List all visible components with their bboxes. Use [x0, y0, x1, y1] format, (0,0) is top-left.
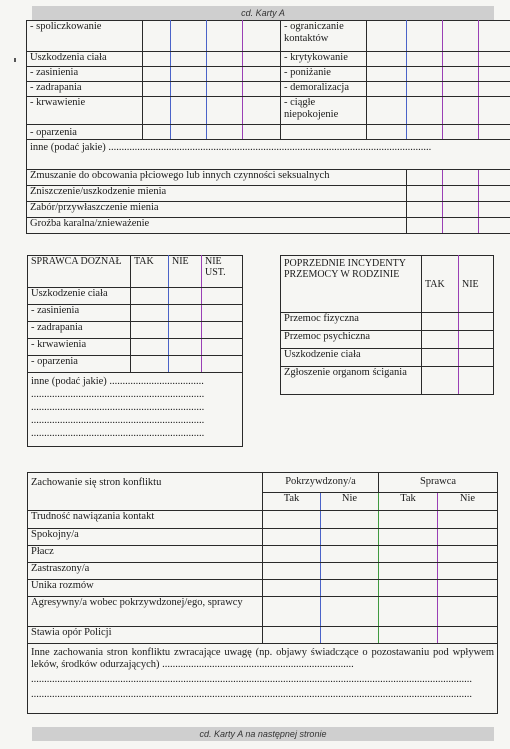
checkbox-cell[interactable] [243, 52, 281, 67]
dots-line: ........................................................................................................................................................................ [31, 674, 472, 685]
checkbox-cell[interactable] [207, 52, 243, 67]
previous-row-3: Uszkodzenie ciała [281, 349, 422, 367]
footer-band: cd. Karty A na następnej stronie [32, 727, 494, 741]
checkbox-cell[interactable] [407, 186, 443, 202]
checkbox-cell[interactable] [407, 125, 443, 140]
checkbox-cell[interactable] [171, 52, 207, 67]
checkbox-cell[interactable] [379, 627, 438, 644]
checkbox-cell[interactable] [367, 125, 407, 140]
violence-row-4: Groźba karalna/znieważenie [27, 218, 407, 234]
checkbox-cell[interactable] [367, 52, 407, 67]
checkbox-cell[interactable] [131, 288, 169, 305]
checkbox-cell[interactable] [479, 186, 510, 202]
header-band: cd. Karty A [32, 6, 494, 20]
left-row-4: - zadrapania [27, 82, 143, 97]
perpetrator-row-4: - krwawienia [28, 339, 131, 356]
checkbox-cell[interactable] [443, 82, 479, 97]
checkbox-cell[interactable] [438, 546, 498, 563]
checkbox-cell[interactable] [443, 67, 479, 82]
checkbox-cell[interactable] [367, 82, 407, 97]
empty-cell [281, 125, 367, 140]
victim-tak: Tak [263, 493, 321, 511]
checkbox-cell[interactable] [207, 125, 243, 140]
right-row-4: - demoralizacja [281, 82, 367, 97]
previous-row-4: Zgłoszenie organom ścigania [281, 367, 422, 395]
checkbox-cell[interactable] [459, 331, 494, 349]
behavior-header: Zachowanie się stron konfliktu [28, 473, 263, 511]
checkbox-cell[interactable] [263, 580, 321, 597]
checkbox-cell[interactable] [143, 125, 171, 140]
behavior-row-3: Płacz [28, 546, 263, 563]
checkbox-cell[interactable] [407, 52, 443, 67]
checkbox-cell[interactable] [443, 186, 479, 202]
perp-tak: Tak [379, 493, 438, 511]
checkbox-cell[interactable] [171, 82, 207, 97]
behavior-row-2: Spokojny/a [28, 529, 263, 546]
checkbox-cell[interactable] [321, 529, 379, 546]
checkbox-cell[interactable] [443, 125, 479, 140]
checkbox-cell[interactable] [443, 202, 479, 218]
right-row-3: - poniżanie [281, 67, 367, 82]
perpetrator-nie-ust: NIE UST. [202, 256, 243, 288]
checkbox-cell[interactable] [263, 563, 321, 580]
checkbox-cell[interactable] [438, 597, 498, 627]
violence-row-1: Zmuszanie do obcowania płciowego lub innych czynności seksualnych [27, 170, 407, 186]
perpetrator-row-3: - zadrapania [28, 322, 131, 339]
previous-row-2: Przemoc psychiczna [281, 331, 422, 349]
checkbox-cell[interactable] [422, 349, 459, 367]
perpetrator-header: SPRAWCA DOZNAŁ [28, 256, 131, 288]
checkbox-cell[interactable] [479, 125, 510, 140]
dots-line: .................................................................. [31, 415, 205, 426]
left-row-1: - spoliczkowanie [27, 21, 143, 52]
victim-nie: Nie [321, 493, 379, 511]
previous-tak: TAK [422, 256, 459, 313]
checkbox-cell[interactable] [438, 529, 498, 546]
perpetrator-row-5: - oparzenia [28, 356, 131, 373]
checkbox-cell[interactable] [422, 331, 459, 349]
behavior-perp-header: Sprawca [379, 473, 498, 493]
checkbox-cell[interactable] [443, 21, 479, 52]
dots-line: .................................................................. [31, 428, 205, 439]
checkbox-cell[interactable] [479, 170, 510, 186]
checkbox-cell[interactable] [407, 170, 443, 186]
checkbox-cell[interactable] [143, 52, 171, 67]
checkbox-cell[interactable] [379, 511, 438, 529]
checkbox-cell[interactable] [422, 367, 459, 395]
previous-incidents-table [280, 255, 494, 395]
checkbox-cell[interactable] [169, 305, 202, 322]
checkbox-cell[interactable] [443, 97, 479, 125]
left-row-5: - krwawienie [27, 97, 143, 125]
checkbox-cell[interactable] [422, 313, 459, 331]
checkbox-cell[interactable] [379, 580, 438, 597]
checkbox-cell[interactable] [407, 97, 443, 125]
checkbox-cell[interactable] [407, 82, 443, 97]
checkbox-cell[interactable] [202, 356, 243, 373]
checkbox-cell[interactable] [143, 21, 171, 52]
other-injuries[interactable]: inne (podać jakie) ........................................................................................................................... [27, 140, 510, 170]
checkbox-cell[interactable] [379, 597, 438, 627]
checkbox-cell[interactable] [263, 511, 321, 529]
checkbox-cell[interactable] [443, 52, 479, 67]
previous-header: POPRZEDNIE INCYDENTY PRZEMOCY W RODZINIE [281, 256, 422, 313]
checkbox-cell[interactable] [479, 97, 510, 125]
perpetrator-table [27, 255, 243, 447]
right-row-5: - ciągłe niepokojenie [281, 97, 367, 125]
checkbox-cell[interactable] [407, 218, 443, 234]
checkbox-cell[interactable] [202, 339, 243, 356]
checkbox-cell[interactable] [171, 125, 207, 140]
perp-nie: Nie [438, 493, 498, 511]
behavior-row-6: Agresywny/a wobec pokrzywdzonej/ego, sprawcy [28, 597, 263, 627]
checkbox-cell[interactable] [171, 97, 207, 125]
perpetrator-other[interactable] [28, 373, 243, 447]
checkbox-cell[interactable] [131, 305, 169, 322]
checkbox-cell[interactable] [143, 97, 171, 125]
left-row-6: - oparzenia [27, 125, 143, 140]
checkbox-cell[interactable] [169, 322, 202, 339]
checkbox-cell[interactable] [171, 67, 207, 82]
checkbox-cell[interactable] [479, 67, 510, 82]
behavior-other[interactable] [28, 644, 498, 714]
perpetrator-nie: NIE [169, 256, 202, 288]
checkbox-cell[interactable] [243, 82, 281, 97]
checkbox-cell[interactable] [263, 529, 321, 546]
checkbox-cell[interactable] [321, 546, 379, 563]
behavior-row-4: Zastraszony/a [28, 563, 263, 580]
checkbox-cell[interactable] [479, 218, 510, 234]
checkbox-cell[interactable] [367, 97, 407, 125]
dots-line: .................................................................. [31, 402, 205, 413]
checkbox-cell[interactable] [479, 202, 510, 218]
checkbox-cell[interactable] [131, 322, 169, 339]
behavior-victim-header: Pokrzywdzony/a [263, 473, 379, 493]
right-row-1: - ograniczanie kontaktów [281, 21, 367, 52]
behavior-row-7: Stawia opór Policji [28, 627, 263, 644]
checkbox-cell[interactable] [443, 170, 479, 186]
behavior-row-5: Unika rozmów [28, 580, 263, 597]
perpetrator-tak: TAK [131, 256, 169, 288]
checkbox-cell[interactable] [321, 511, 379, 529]
checkbox-cell[interactable] [407, 21, 443, 52]
checkbox-cell[interactable] [243, 67, 281, 82]
perpetrator-other-label: inne (podać jakie) .................................... [31, 376, 204, 387]
checkbox-cell[interactable] [263, 597, 321, 627]
checkbox-cell[interactable] [202, 322, 243, 339]
perpetrator-row-2: - zasinienia [28, 305, 131, 322]
checkbox-cell[interactable] [321, 597, 379, 627]
checkbox-cell[interactable] [169, 356, 202, 373]
right-row-2: - krytykowanie [281, 52, 367, 67]
checkbox-cell[interactable] [143, 67, 171, 82]
checkbox-cell[interactable] [367, 67, 407, 82]
checkbox-cell[interactable] [202, 288, 243, 305]
checkbox-cell[interactable] [131, 356, 169, 373]
checkbox-cell[interactable] [407, 202, 443, 218]
checkbox-cell[interactable] [438, 627, 498, 644]
behavior-other-label: Inne zachowania stron konfliktu zwracające uwagę (np. objawy świadczące o pozostawaniu pod wpływem leków, środków odurzających) ......................................................................... [31, 647, 495, 670]
checkbox-cell[interactable] [169, 288, 202, 305]
violence-row-2: Zniszczenie/uszkodzenie mienia [27, 186, 407, 202]
injury-table [26, 20, 510, 234]
checkbox-cell[interactable] [263, 546, 321, 563]
checkbox-cell[interactable] [263, 627, 321, 644]
checkbox-cell[interactable] [207, 67, 243, 82]
dots-line: .................................................................. [31, 389, 205, 400]
checkbox-cell[interactable] [207, 82, 243, 97]
checkbox-cell[interactable] [438, 563, 498, 580]
left-row-3: - zasinienia [27, 67, 143, 82]
checkbox-cell[interactable] [443, 218, 479, 234]
checkbox-cell[interactable] [207, 97, 243, 125]
checkbox-cell[interactable] [143, 82, 171, 97]
behavior-row-1: Trudność nawiązania kontakt [28, 511, 263, 529]
checkbox-cell[interactable] [202, 305, 243, 322]
checkbox-cell[interactable] [407, 67, 443, 82]
checkbox-cell[interactable] [131, 339, 169, 356]
behavior-table [27, 472, 498, 714]
checkbox-cell[interactable] [379, 529, 438, 546]
checkbox-cell[interactable] [479, 21, 510, 52]
dots-line: ........................................................................................................................................................................ [31, 689, 472, 700]
checkbox-cell[interactable] [459, 313, 494, 331]
checkbox-cell[interactable] [171, 21, 207, 52]
checkbox-cell[interactable] [169, 339, 202, 356]
previous-row-1: Przemoc fizyczna [281, 313, 422, 331]
checkbox-cell[interactable] [243, 97, 281, 125]
page-edge-mark [14, 58, 16, 62]
checkbox-cell[interactable] [459, 367, 494, 395]
left-row-2: Uszkodzenia ciała [27, 52, 143, 67]
violence-row-3: Zabór/przywłaszczenie mienia [27, 202, 407, 218]
checkbox-cell[interactable] [207, 21, 243, 52]
checkbox-cell[interactable] [321, 580, 379, 597]
checkbox-cell[interactable] [459, 349, 494, 367]
checkbox-cell[interactable] [438, 511, 498, 529]
checkbox-cell[interactable] [367, 21, 407, 52]
checkbox-cell[interactable] [479, 52, 510, 67]
checkbox-cell[interactable] [321, 627, 379, 644]
perpetrator-row-1: Uszkodzenie ciała [28, 288, 131, 305]
checkbox-cell[interactable] [438, 580, 498, 597]
checkbox-cell[interactable] [379, 563, 438, 580]
checkbox-cell[interactable] [379, 546, 438, 563]
checkbox-cell[interactable] [243, 125, 281, 140]
previous-nie: NIE [459, 256, 494, 313]
checkbox-cell[interactable] [479, 82, 510, 97]
checkbox-cell[interactable] [243, 21, 281, 52]
checkbox-cell[interactable] [321, 563, 379, 580]
